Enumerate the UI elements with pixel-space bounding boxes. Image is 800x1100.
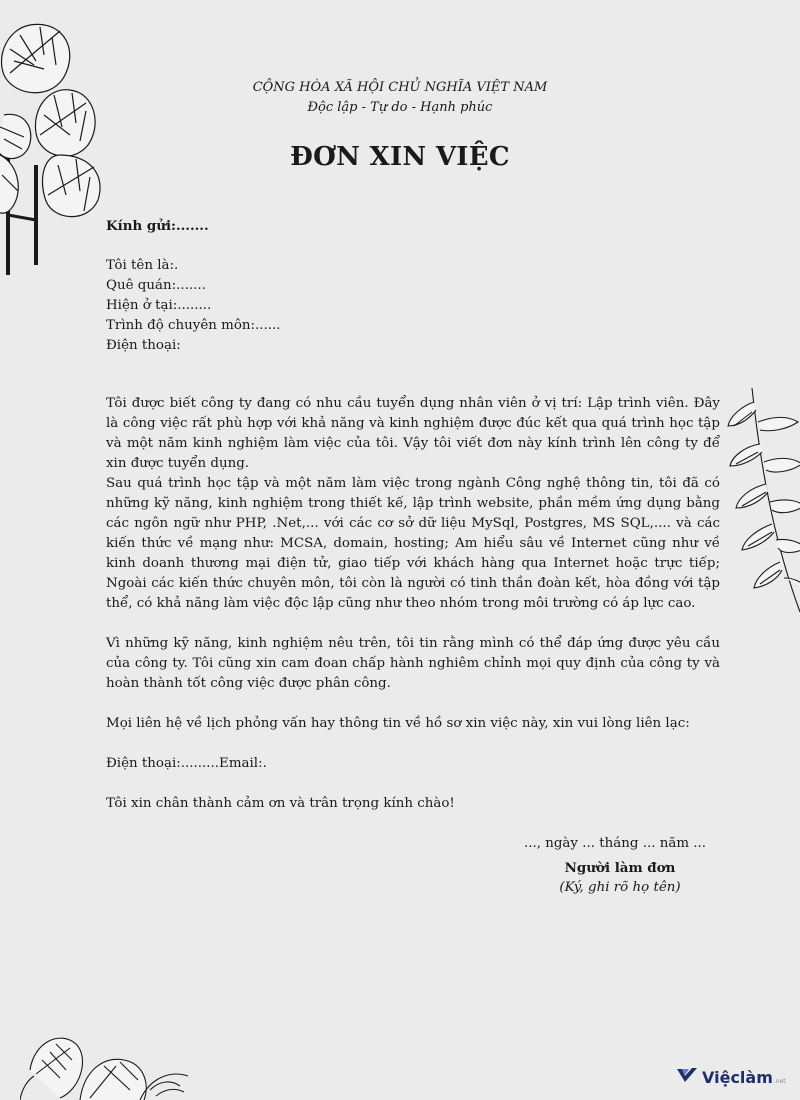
paragraph-commitment: Vì những kỹ năng, kinh nghiệm nêu trên, tôi tin rằng mình có thể đáp ứng được yêu cầu của công ty. Tôi cũng xin cam đoan chấp hành nghiêm chỉnh mọi quy định của công ty và hoàn thành tốt công việc được phân công. <box>106 636 720 691</box>
logo-text: Việclàm <box>702 1067 773 1087</box>
document-title: ĐƠN XIN VIỆC <box>290 142 510 172</box>
info-phone: Điện thoại: <box>106 338 181 353</box>
info-name: Tôi tên là:. <box>106 258 179 273</box>
salutation: Kính gửi:....... <box>106 218 209 234</box>
paragraph-intro: Tôi được biết công ty đang có nhu cầu tuyển dụng nhân viên ở vị trí: Lập trình viên. Đây là công việc rất phù hợp với khả năng và kinh nghiệm được đúc kết qua quá trình học tập và một năm kinh nghiệm làm việc của tôi. Vậy tôi viết đơn này kính trình lên công ty để xin được tuyển dụng. <box>106 396 720 471</box>
info-address: Hiện ở tại:........ <box>106 298 212 313</box>
signature-role: Người làm đơn <box>564 860 676 876</box>
national-motto: Độc lập - Tự do - Hạnh phúc <box>307 100 493 115</box>
national-title: CỘNG HÒA XÃ HỘI CHỦ NGHĨA VIỆT NAM <box>252 80 548 95</box>
paragraph-contact-request: Mọi liên hệ về lịch phỏng vấn hay thông tin về hồ sơ xin việc này, xin vui lòng liên lạc: <box>106 716 690 731</box>
signature-note: (Ký, ghi rõ họ tên) <box>559 880 681 895</box>
closing-line: Tôi xin chân thành cảm ơn và trân trọng kính chào! <box>106 796 455 811</box>
plant-bottom-left <box>20 1030 190 1100</box>
signature-date: ..., ngày ... tháng ... năm ... <box>523 836 707 851</box>
info-education: Trình độ chuyên môn:...... <box>106 318 281 333</box>
personal-info <box>106 256 720 356</box>
paragraph-skills: Sau quá trình học tập và một năm làm việc trong ngành Công nghệ thông tin, tôi đã có những kỹ năng, kinh nghiệm trong thiết kế, lập trình website, phần mềm ứng dụng bằng các ngôn ngữ như PHP, .Net,... với các cơ sở dữ liệu MySql, Postgres, MS SQL,.... và các kiến thức về mạng như: MCSA, domain, hosting; Am hiểu sâu về Internet cũng như về kinh doanh thương mại điện tử, giao tiếp với khách hàng qua Internet hoặc trực tiếp; Ngoài các kiến thức chuyên môn, tôi còn là người có tinh thần đoàn kết, hòa đồng với tập thể, có khả năng làm việc độc lập cũng như theo nhóm trong môi trường có áp lực cao. <box>106 476 720 611</box>
national-header <box>0 78 800 118</box>
info-hometown: Quê quán:....... <box>106 278 206 293</box>
vieclam-logo <box>676 1064 786 1090</box>
fern-leaf-right <box>722 382 800 622</box>
logo-check-icon <box>676 1066 698 1088</box>
logo-suffix: .net <box>773 1077 786 1085</box>
contact-line: Điện thoại:.........Email:. <box>106 756 267 771</box>
